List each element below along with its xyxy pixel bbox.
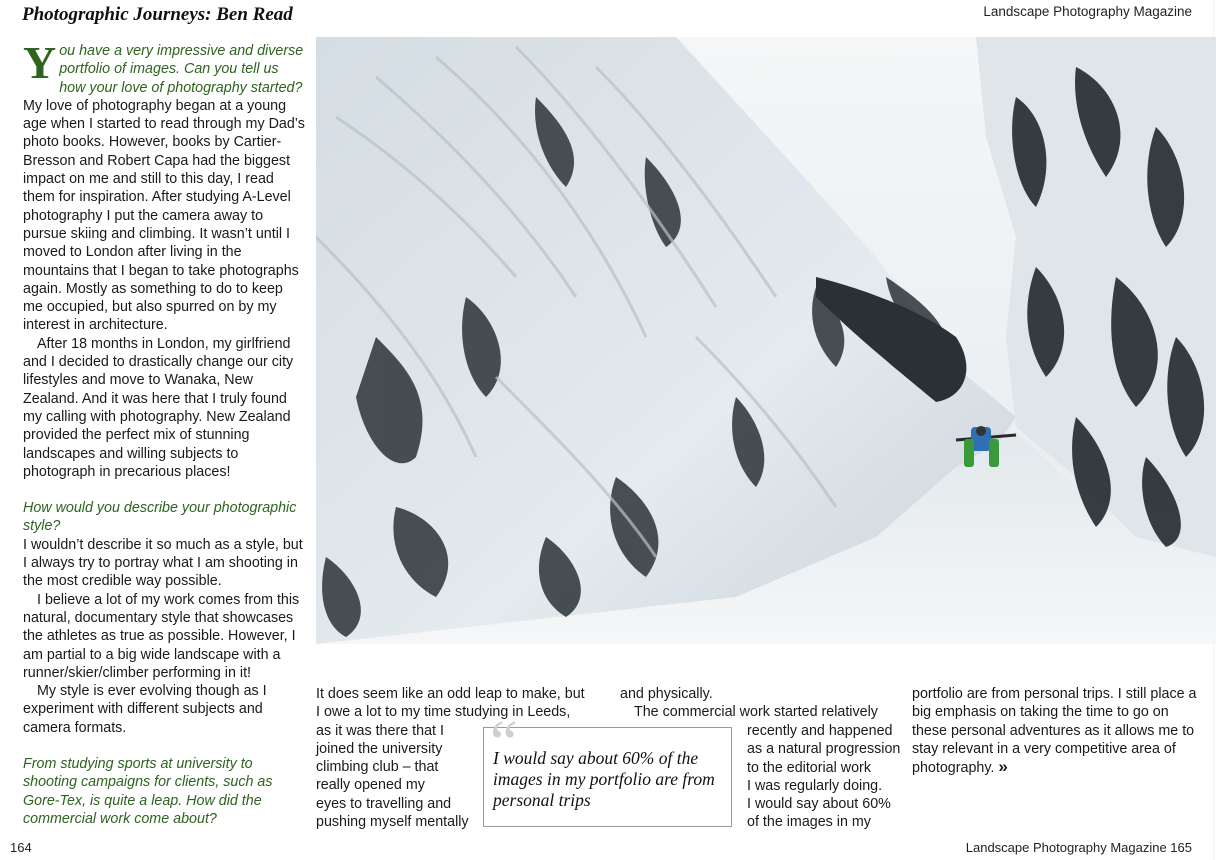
quote-mark-icon: “ (490, 709, 518, 777)
photo-illustration (316, 37, 1216, 644)
article-title: Photographic Journeys: Ben Read (22, 4, 293, 25)
interview-question-3: From studying sports at university to shooting campaigns for clients, such as Gore-Tex, is quite a leap. How did the commercial work come about? (23, 755, 273, 827)
article-column-3-top (620, 685, 910, 722)
article-column-1 (23, 37, 305, 828)
answer-2-paragraph-1: I wouldn’t describe it so much as a style, but I always try to portray what I am shooting in the most credible way possible. (23, 536, 303, 590)
interview-question-2: How would you describe your photographic style? (23, 500, 297, 535)
column-3-line: The commercial work started relatively (634, 704, 878, 721)
article-column-4 (912, 685, 1204, 777)
snowy-gully-photo (316, 37, 1216, 644)
page-number-left: 164 (10, 840, 32, 855)
answer-2-paragraph-3: My style is ever evolving though as I experiment with different subjects and camera formats. (23, 683, 267, 736)
drop-cap: Y (23, 37, 57, 88)
pull-quote-text: I would say about 60% of the images in my portfolio are from personal trips (493, 748, 715, 810)
end-of-page-arrow-icon: » (998, 757, 1008, 777)
column-2-line: I owe a lot to my time studying in Leeds, (316, 704, 571, 721)
column-3-line: recently and happened (747, 723, 893, 739)
column-3-line: to the editorial work (747, 759, 871, 776)
column-3-line: and physically. (620, 686, 713, 702)
question-1-text: ou have a very impressive and diverse portfolio of images. Can you tell us how your love of photography started? (59, 43, 304, 96)
answer-2-paragraph-2: I believe a lot of my work comes from this natural, documentary style that showcases the athletes as true as possible. However, I am partial to a big wide landscape with a runner/skier/climber performing in it! (23, 591, 300, 681)
column-2-line: It does seem like an odd leap to make, but (316, 686, 585, 702)
answer-1-paragraph-1: My love of photography began at a young age when I started to read through my Dad’s photo books. However, books by Cartier-Bresson and Robert Capa had the biggest impact on me and still to this day, I read them for inspiration. After studying A-Level photography I put the camera away to pursue skiing and climbing. It wasn’t until I moved to London after living in the mountains that I began to take photographs again. Mostly as something to do to keep me occupied, but also spurred on by my interest in architecture. (23, 97, 305, 334)
column-3-line: of the images in my (747, 814, 871, 831)
column-4-text: portfolio are from personal trips. I still place a big emphasis on taking the time to go on these personal adventures as it allows me to stay relevant in a very competitive area of photography. (912, 686, 1197, 777)
page-footer-right: Landscape Photography Magazine 165 (965, 840, 1192, 855)
column-3-line: I was regularly doing. (747, 777, 883, 794)
answer-1-paragraph-2: After 18 months in London, my girlfriend and I decided to drastically change our city lifestyles and move to Wanaka, New Zealand. And it was here that I truly found my calling with photography. New Zealand provided the perfect mix of stunning landscapes and willing subjects to photograph in precarious places! (23, 335, 294, 480)
column-2-line: eyes to travelling and (316, 795, 452, 812)
column-3-line: I would say about 60% (747, 796, 891, 813)
article-column-3-wrap (747, 722, 912, 832)
column-3-line: as a natural progression (747, 741, 901, 758)
column-2-line: pushing myself mentally (316, 814, 469, 831)
magazine-name: Landscape Photography Magazine (983, 4, 1192, 19)
column-2-line: as it was there that I (316, 722, 444, 739)
column-2-line: climbing club – that (316, 759, 439, 776)
pull-quote (483, 709, 732, 827)
column-2-line: really opened my (316, 777, 425, 794)
interview-question-1 (23, 37, 305, 97)
column-2-line: joined the university (316, 740, 443, 757)
